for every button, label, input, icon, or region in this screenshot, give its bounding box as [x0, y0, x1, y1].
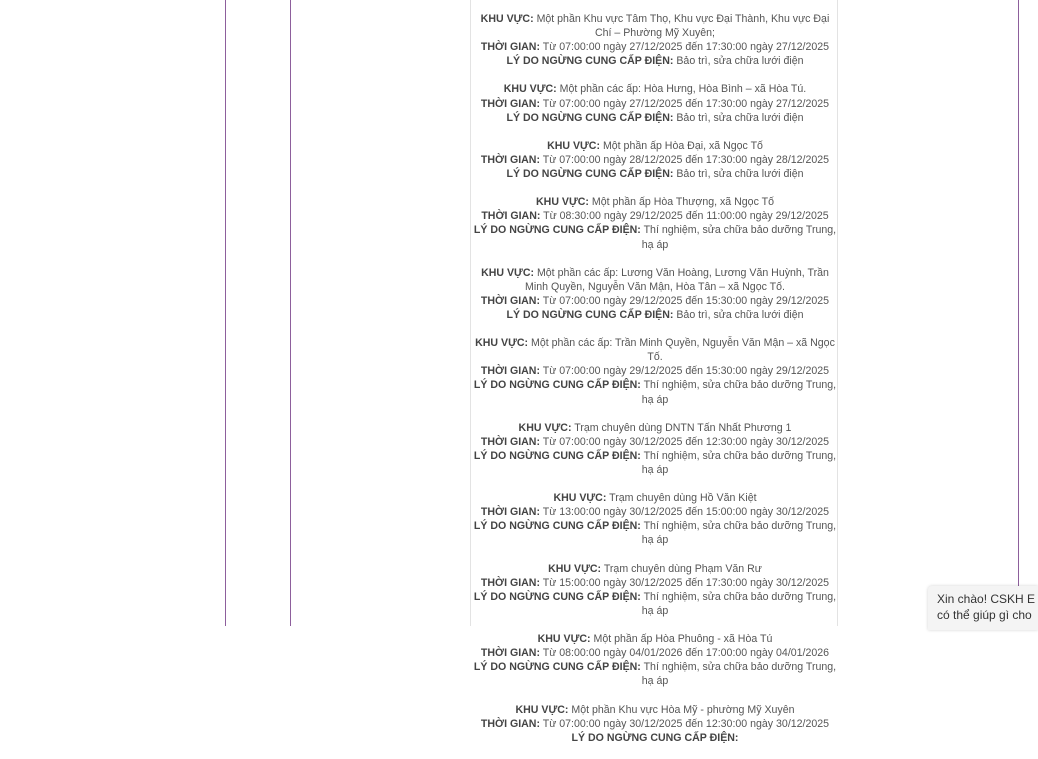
notice-time-value: Từ 08:00:00 ngày 04/01/2026 đến 17:00:00 ngày 04/01/2026	[542, 647, 830, 660]
notice-reason-label: LÝ DO NGỪNG CUNG CẤP ĐIỆN:	[473, 449, 641, 462]
notice-area-row	[471, 703, 839, 717]
column-border-line	[290, 0, 291, 626]
notice-time-row	[471, 209, 839, 223]
notice-area-row	[471, 195, 839, 209]
notice-reason-row	[471, 223, 839, 251]
notice-area-label: KHU VỰC:	[537, 633, 591, 646]
outage-notice	[471, 491, 839, 547]
notice-reason-row	[471, 660, 839, 688]
notice-time-row	[471, 294, 839, 308]
notice-reason-value: Bảo trì, sửa chữa lưới điện	[676, 308, 804, 321]
notice-area-label: KHU VỰC:	[515, 703, 569, 716]
notice-reason-value: Bảo trì, sửa chữa lưới điện	[676, 55, 804, 68]
outage-notice	[471, 703, 839, 745]
notice-reason-label: LÝ DO NGỪNG CUNG CẤP ĐIỆN:	[506, 55, 674, 68]
chat-greeting-line-1: Xin chào! CSKH E	[937, 592, 1036, 606]
notice-reason-row	[471, 111, 839, 125]
outage-notice-list	[471, 12, 839, 759]
notice-time-value: Từ 07:00:00 ngày 27/12/2025 đến 17:30:00 ngày 27/12/2025	[542, 41, 830, 54]
notice-reason-label: LÝ DO NGỪNG CUNG CẤP ĐIỆN:	[506, 111, 674, 124]
outage-notice-panel	[470, 0, 838, 744]
notice-reason-value: Thí nghiệm, sửa chữa bảo dưỡng Trung, hạ áp	[641, 379, 837, 406]
notice-time-value: Từ 15:00:00 ngày 30/12/2025 đến 17:30:00 ngày 30/12/2025	[542, 576, 830, 589]
notice-reason-row	[471, 54, 839, 68]
notice-time-row	[471, 576, 839, 590]
notice-time-row	[471, 364, 839, 378]
notice-area-label: KHU VỰC:	[475, 337, 529, 350]
notice-area-row	[471, 562, 839, 576]
notice-time-label: THỜI GIAN:	[480, 506, 540, 519]
notice-reason-label: LÝ DO NGỪNG CUNG CẤP ĐIỆN:	[473, 379, 641, 392]
notice-time-row	[471, 435, 839, 449]
notice-time-value: Từ 07:00:00 ngày 29/12/2025 đến 15:30:00 ngày 29/12/2025	[542, 365, 830, 378]
left-border-line	[225, 0, 226, 626]
notice-reason-row	[471, 590, 839, 618]
notice-time-label: THỜI GIAN:	[480, 365, 540, 378]
notice-reason-row	[471, 449, 839, 477]
notice-time-value: Từ 07:00:00 ngày 30/12/2025 đến 12:30:00 ngày 30/12/2025	[542, 435, 830, 448]
notice-area-label: KHU VỰC:	[548, 562, 602, 575]
notice-time-row	[471, 717, 839, 731]
notice-time-label: THỜI GIAN:	[481, 210, 541, 223]
notice-area-value: Một phần ấp Hòa Thượng, xã Ngọc Tố	[591, 196, 774, 209]
notice-reason-row	[471, 308, 839, 322]
notice-area-label: KHU VỰC:	[518, 421, 572, 434]
notice-time-value: Từ 07:00:00 ngày 27/12/2025 đến 17:30:00 ngày 27/12/2025	[542, 97, 830, 110]
notice-time-label: THỜI GIAN:	[480, 647, 540, 660]
notice-area-label: KHU VỰC:	[536, 196, 589, 209]
notice-reason-row	[471, 519, 839, 547]
outage-notice	[471, 421, 839, 477]
outage-notice	[471, 336, 839, 406]
notice-area-row	[471, 82, 839, 96]
notice-area-label: KHU VỰC:	[553, 492, 607, 505]
notice-time-label: THỜI GIAN:	[480, 153, 540, 166]
notice-time-label: THỜI GIAN:	[480, 294, 540, 307]
notice-time-label: THỜI GIAN:	[480, 435, 540, 448]
notice-reason-value: Thí nghiệm, sửa chữa bảo dưỡng Trung, hạ áp	[641, 520, 837, 547]
notice-area-value: Một phần Khu vực Tâm Thọ, Khu vực Đại Thành, Khu vực Đại Chí – Phường Mỹ Xuyên;	[536, 13, 830, 40]
notice-area-label: KHU VỰC:	[481, 266, 535, 279]
notice-reason-label: LÝ DO NGỪNG CUNG CẤP ĐIỆN:	[571, 731, 739, 744]
notice-time-row	[471, 646, 839, 660]
notice-area-row	[471, 632, 839, 646]
notice-reason-row	[471, 167, 839, 181]
notice-reason-value: Thí nghiệm, sửa chữa bảo dưỡng Trung, hạ áp	[641, 590, 837, 617]
notice-area-value: Một phần ấp Hòa Đại, xã Ngọc Tố	[602, 139, 763, 152]
outage-notice	[471, 139, 839, 181]
outage-notice	[471, 266, 839, 322]
chat-greeting-bubble[interactable]	[928, 586, 1038, 630]
notice-area-label: KHU VỰC:	[503, 83, 557, 96]
notice-time-label: THỜI GIAN:	[480, 41, 540, 54]
notice-area-row	[471, 12, 839, 40]
notice-reason-row	[471, 731, 839, 745]
notice-area-row	[471, 266, 839, 294]
notice-area-value: Trạm chuyên dùng DNTN Tấn Nhất Phương 1	[574, 421, 792, 434]
notice-reason-label: LÝ DO NGỪNG CUNG CẤP ĐIỆN:	[506, 168, 674, 181]
notice-reason-value: Bảo trì, sửa chữa lưới điện	[676, 111, 804, 124]
outage-notice	[471, 562, 839, 618]
notice-area-row	[471, 421, 839, 435]
notice-time-row	[471, 97, 839, 111]
notice-area-value: Một phần các ấp: Lương Văn Hoàng, Lương Văn Huỳnh, Trần Minh Quyền, Nguyễn Văn Mận, Hòa Tân – xã Ngọc Tố.	[525, 266, 829, 293]
right-border-line	[1018, 0, 1019, 626]
notice-area-value: Một phần Khu vực Hòa Mỹ - phường Mỹ Xuyên	[571, 703, 795, 716]
notice-reason-label: LÝ DO NGỪNG CUNG CẤP ĐIỆN:	[473, 224, 641, 237]
notice-reason-value: Thí nghiệm, sửa chữa bảo dưỡng Trung, hạ áp	[641, 661, 837, 688]
notice-time-value: Từ 13:00:00 ngày 30/12/2025 đến 15:00:00 ngày 30/12/2025	[542, 506, 830, 519]
outage-notice	[471, 632, 839, 688]
notice-area-value: Một phần các ấp: Trần Minh Quyền, Nguyễn Văn Mận – xã Ngọc Tố.	[531, 337, 835, 364]
notice-reason-label: LÝ DO NGỪNG CUNG CẤP ĐIỆN:	[506, 308, 674, 321]
outage-notice	[471, 12, 839, 68]
notice-area-label: KHU VỰC:	[547, 139, 600, 152]
notice-reason-label: LÝ DO NGỪNG CUNG CẤP ĐIỆN:	[473, 661, 641, 674]
notice-area-value: Trạm chuyên dùng Phạm Văn Rư	[603, 562, 762, 575]
notice-time-label: THỜI GIAN:	[480, 576, 540, 589]
notice-time-value: Từ 07:00:00 ngày 29/12/2025 đến 15:30:00 ngày 29/12/2025	[542, 294, 830, 307]
notice-area-value: Trạm chuyên dùng Hồ Văn Kiệt	[609, 492, 757, 505]
notice-time-value: Từ 07:00:00 ngày 28/12/2025 đến 17:30:00 ngày 28/12/2025	[542, 153, 830, 166]
notice-reason-label: LÝ DO NGỪNG CUNG CẤP ĐIỆN:	[473, 590, 641, 603]
notice-reason-label: LÝ DO NGỪNG CUNG CẤP ĐIỆN:	[473, 520, 641, 533]
notice-reason-value: Thí nghiệm, sửa chữa bảo dưỡng Trung, hạ áp	[641, 449, 837, 476]
notice-area-row	[471, 336, 839, 364]
notice-time-value: Từ 07:00:00 ngày 30/12/2025 đến 12:30:00 ngày 30/12/2025	[542, 717, 830, 730]
notice-time-value: Từ 08:30:00 ngày 29/12/2025 đến 11:00:00 ngày 29/12/2025	[543, 210, 829, 223]
notice-area-row	[471, 139, 839, 153]
notice-time-row	[471, 505, 839, 519]
notice-time-row	[471, 153, 839, 167]
outage-notice	[471, 82, 839, 124]
notice-reason-row	[471, 378, 839, 406]
outage-notice	[471, 195, 839, 251]
chat-greeting-line-2: có thể giúp gì cho	[937, 608, 1032, 622]
notice-time-label: THỜI GIAN:	[480, 97, 540, 110]
notice-time-label: THỜI GIAN:	[480, 717, 540, 730]
notice-reason-value: Bảo trì, sửa chữa lưới điện	[676, 168, 804, 181]
notice-area-value: Một phần ấp Hòa Phuông - xã Hòa Tú	[593, 633, 773, 646]
notice-area-label: KHU VỰC:	[480, 13, 534, 25]
notice-time-row	[471, 40, 839, 54]
notice-area-value: Một phần các ấp: Hòa Hưng, Hòa Bình – xã Hòa Tú.	[559, 83, 807, 96]
notice-reason-value: Thí nghiệm, sửa chữa bảo dưỡng Trung, hạ áp	[641, 224, 837, 251]
notice-area-row	[471, 491, 839, 505]
